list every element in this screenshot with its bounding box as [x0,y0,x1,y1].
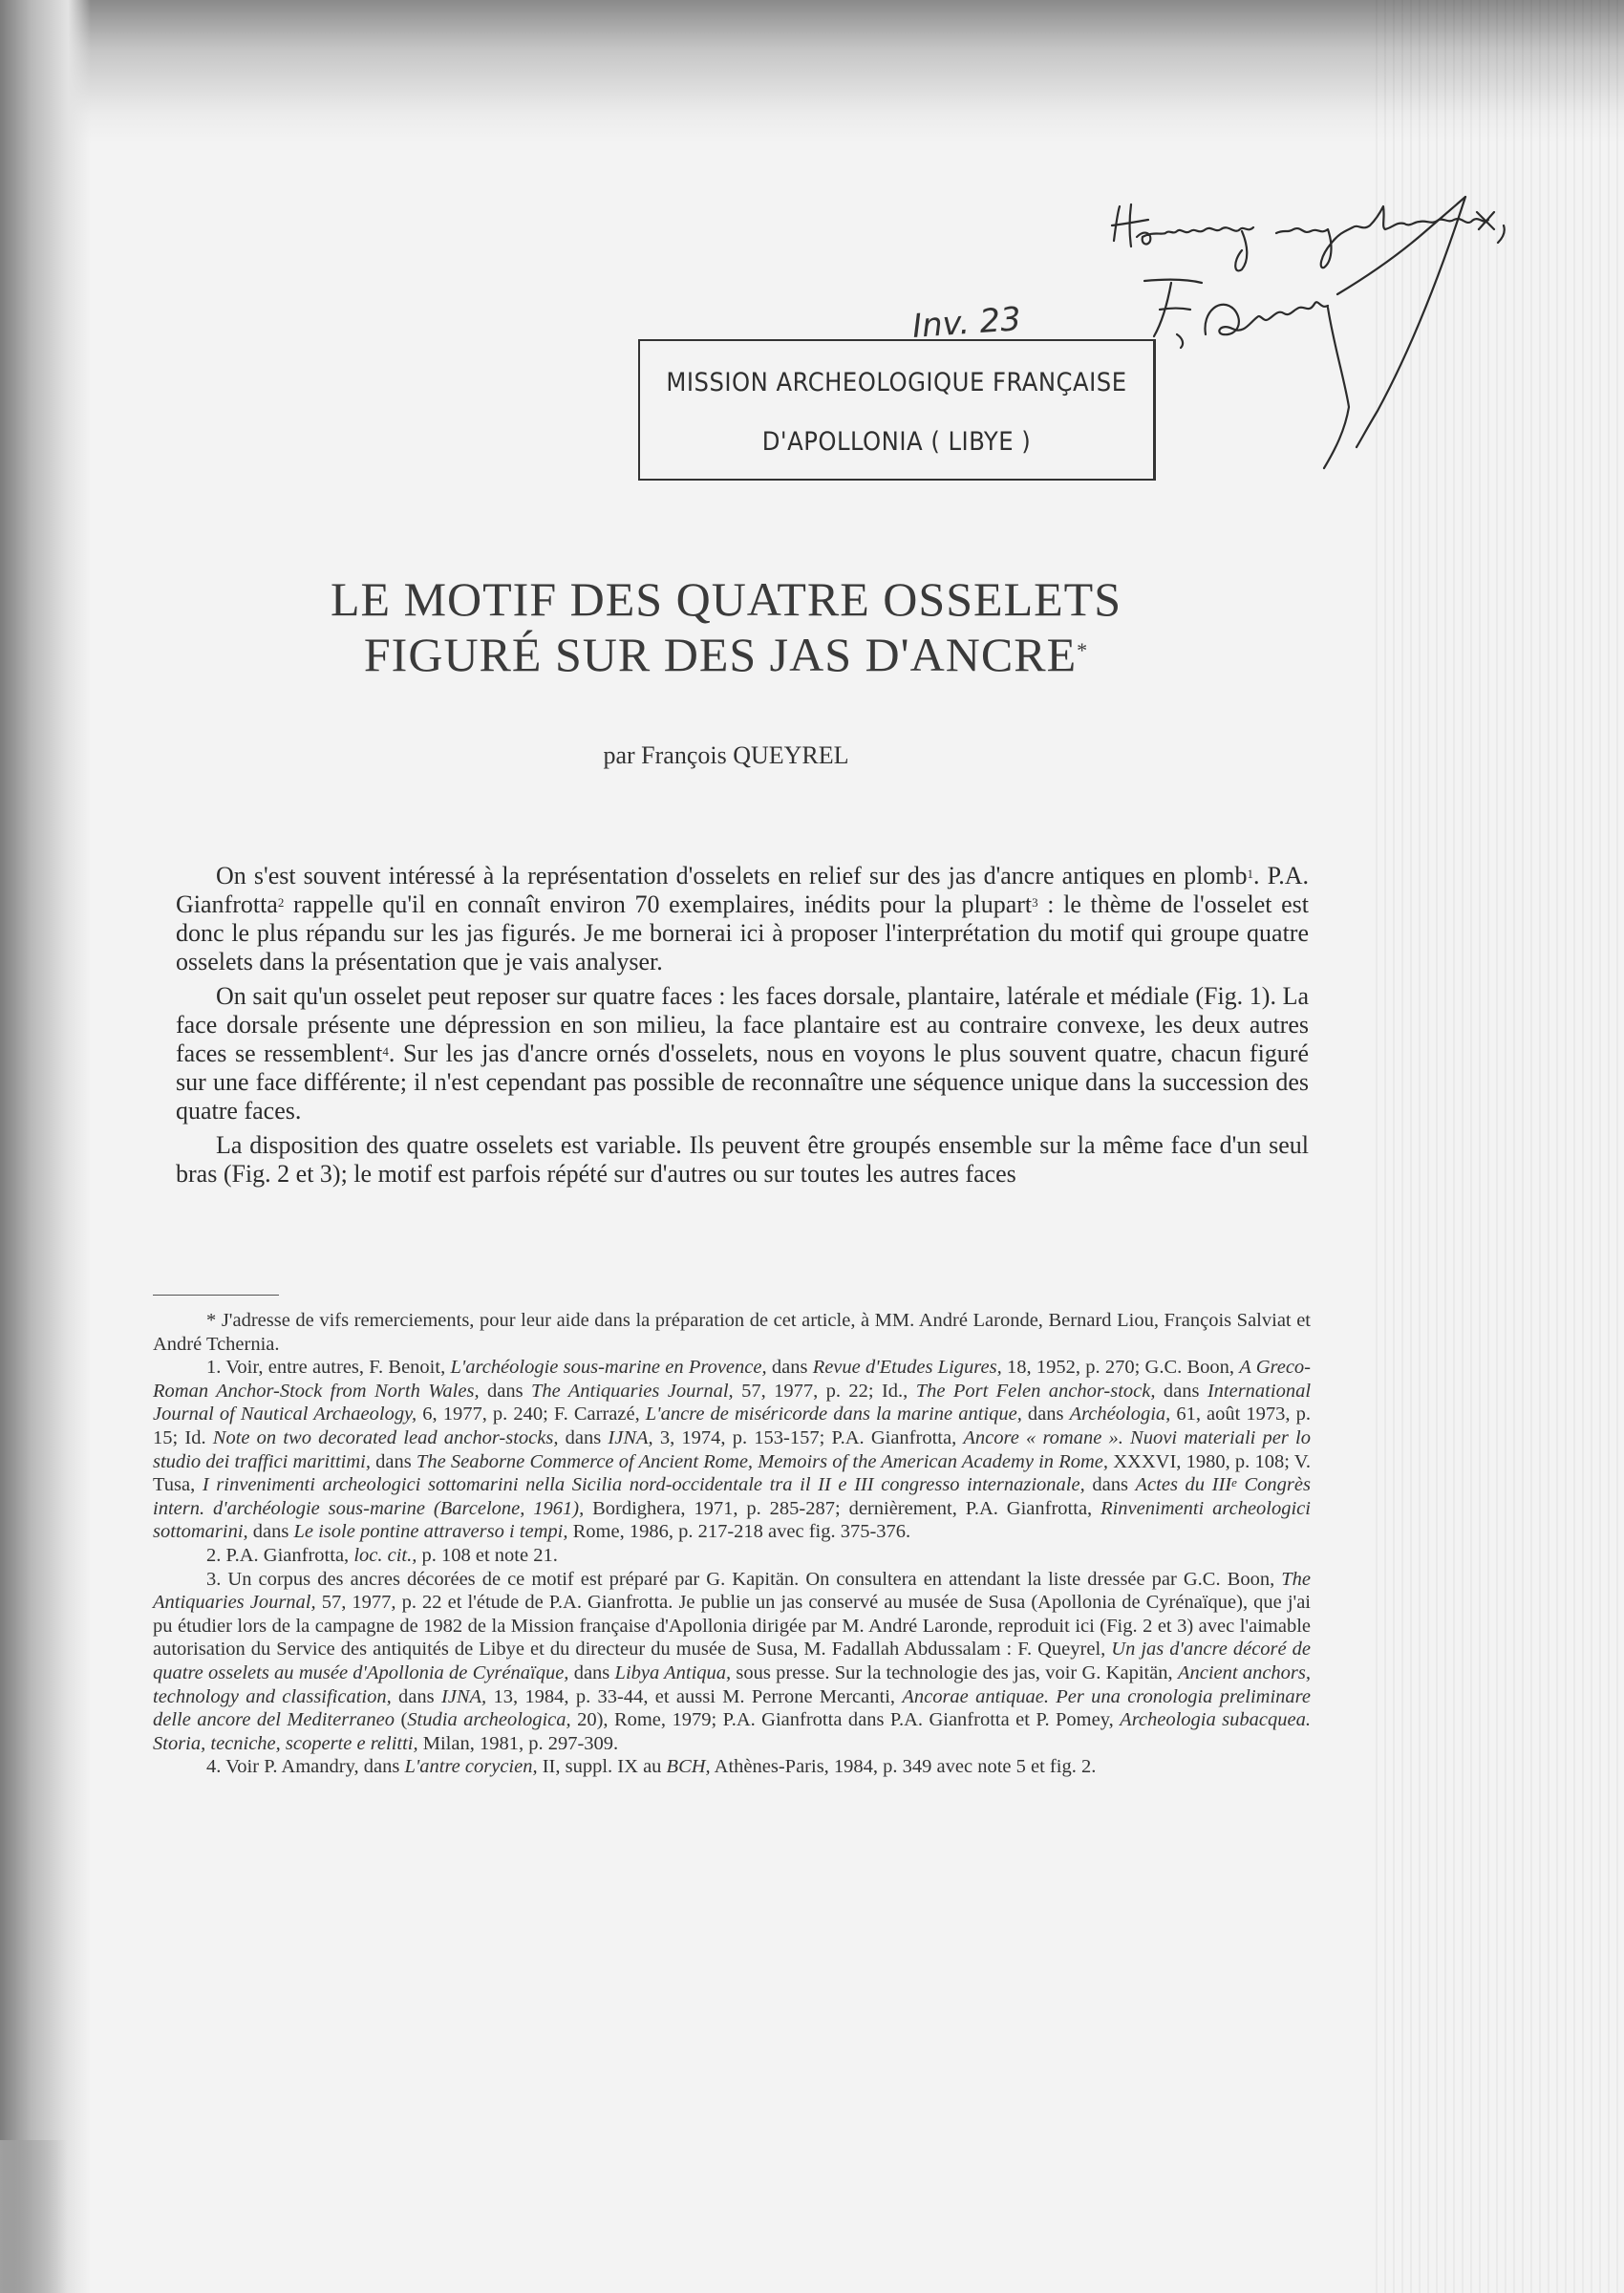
fn1-text: dans [766,1357,813,1379]
footnote-4 [153,1755,1311,1779]
footnote-separator [153,1295,279,1296]
author-byline: par François QUEYREL [603,741,849,769]
fn1-title: The Seaborne Commerce of Ancient Rome, Memoirs of the American Academy in Rome, [416,1450,1109,1472]
footnote-ref-4: 4 [382,1044,389,1059]
fn3-text: 57, 1977, p. 22 et l'étude de P.A. Gianfrotta. Je publie un jas conservé au musée de Susa (Apollonia de Cyrénaïque), que j'ai pu étudier lors de la campagne de 1982 de la Mission française d'Apollonia dirigée par M. André Laronde, reproduit ici (Fig. 2 et 3) avec l'aimable autorisation du Service des antiquités de Libye et du directeur du musée de Susa, M. Fadallah Abdussalam : F. Queyrel, [153,1592,1312,1661]
fn3-title: Archeologia subacquea. Storia, tecniche, scoperte e relitti, [153,1709,1311,1754]
footnote-1 [153,1356,1311,1544]
fn1-title: Note on two decorated lead anchor-stocks, [212,1426,559,1448]
title-line-2-text: FIGURÉ SUR DES JAS D'ANCRE [363,628,1078,681]
fn3-text: sous presse. Sur la technologie des jas, voir G. Kapitän, [731,1661,1178,1683]
fn1-text: dans [247,1521,294,1543]
footnote-star: * J'adresse de vifs remerciements, pour leur aide dans la préparation de cet article, à MM. André Laronde, Bernard Liou, François Salviat et André Tchernia. [153,1310,1311,1355]
fn3-title: Libya Antiqua, [614,1661,732,1683]
fn1-text: XXXVI, 1980, p. 108; V. Tusa, [153,1450,1311,1496]
fn1-text: Bordighera, 1971, p. 285-287; dernièrement, P.A. Gianfrotta, [584,1497,1101,1519]
fn1-title: L'ancre de miséricorde dans la marine antique, [645,1404,1022,1425]
fn1-title: Congrès intern. d'archéologie sous-marine (Barcelone, 1961), [153,1474,1311,1519]
mission-stamp [638,339,1156,481]
fn2-text: p. 108 et note 21. [417,1544,558,1566]
handwritten-dedication-signature [1099,191,1595,535]
fn1-text: 6, 1977, p. 240; F. Carrazé, [417,1404,646,1425]
fn3-text: 20), Rome, 1979; P.A. Gianfrotta dans P.A. Gianfrotta et P. Pomey, [570,1709,1121,1731]
fn3-title: The Antiquaries Journal, [153,1568,1311,1614]
fn1-title: Ancore « romane ». Nuovi materiali per lo studio dei traffici marittimi, [153,1426,1311,1472]
fn3-text: 13, 1984, p. 33-44, et aussi M. Perrone Mercanti, [486,1685,903,1707]
fn4-title: L'antre corycien, [404,1756,538,1778]
fn1-text: dans [1021,1404,1070,1425]
fn3-text: 3. Un corpus des ancres décorées de ce motif est préparé par G. Kapitän. On consultera en attendant la liste dressée par G.C. Boon, [206,1568,1282,1590]
fn1-text: dans [1155,1380,1207,1402]
p2-text-a: On sait qu'un osselet peut reposer sur quatre faces : les faces dorsale, plantaire, latérale et médiale (Fig. 1). La face dorsale présente une dépression en son milieu, la face plantaire est au contraire convexe, les deux autres faces se ressemblent [176,982,1309,1067]
fn1-title: Revue d'Etudes Ligures, [812,1357,1002,1379]
footnote-2 [153,1544,1311,1568]
fn3-title: IJNA, [440,1685,487,1707]
footnote-ref-3: 3 [1032,895,1038,910]
fn1-text: dans [1084,1474,1136,1496]
fn1-text: dans [558,1426,609,1448]
p1-text-d: : le thème de l'osselet est donc le plus répandu sur les jas figurés. Je me bornerai ici à proposer l'interprétation du motif qui groupe quatre osselets dans la présentation que je vais analyser. [176,890,1310,975]
p2-text-b: . Sur les jas d'ancre ornés d'osselets, nous en voyons le plus souvent quatre, chacun figuré sur une face différente; il n'est cependant pas possible de reconnaître une séquence unique dans la succession des quatre faces. [176,1039,1309,1125]
fn1-title: The Port Felen anchor-stock, [915,1380,1156,1402]
title-line-1: LE MOTIF DES QUATRE OSSELETS [330,572,1122,626]
footnote-ref-1: 1 [1247,867,1254,881]
article-title [191,571,1261,682]
footnote-3 [153,1568,1311,1756]
fn1-title: Archéologia, [1069,1404,1171,1425]
body-paragraph-1 [176,862,1309,976]
fn3-text: Milan, 1981, p. 297-309. [417,1732,619,1754]
fn4-text: 4. Voir P. Amandry, dans [206,1756,405,1778]
fn3-text: ( [395,1709,408,1731]
fn2-title: loc. cit., [353,1544,417,1566]
fn1-sup: e [1231,1475,1237,1490]
fn1-text: 1. Voir, entre autres, F. Benoit, [206,1357,451,1379]
fn1-title: L'archéologie sous-marine en Provence, [450,1357,767,1379]
fn3-title: Un jas d'ancre décoré de quatre osselets au musée d'Apollonia de Cyrénaïque, [153,1639,1311,1683]
fn1-text: Rome, 1986, p. 217-218 avec fig. 375-376. [567,1521,911,1543]
fn1-text: 18, 1952, p. 270; G.C. Boon, [1001,1357,1240,1379]
fn1-title: International Journal of Nautical Archaeology, [153,1380,1312,1425]
fn1-text: 3, 1974, p. 153-157; P.A. Gianfrotta, [652,1426,964,1448]
fn2-text: 2. P.A. Gianfrotta, [206,1544,354,1566]
p1-text-c: rappelle qu'il en connaît environ 70 exemplaires, inédits pour la plupart [284,890,1033,918]
fn4-text: Athènes-Paris, 1984, p. 349 avec note 5 et fig. 2. [710,1756,1097,1778]
title-line-2 [191,627,1261,682]
fn1-title: Rinvenimenti archeologici sottomarini, [153,1497,1311,1543]
fn1-title: The Antiquaries Journal, [530,1380,734,1402]
article-body [176,862,1309,1194]
fn1-title: Le isole pontine attraverso i tempi, [293,1521,568,1543]
title-asterisk: * [1077,638,1089,662]
scan-shadow-bottom [0,2140,67,2293]
fn1-text: dans [479,1380,531,1402]
fn1-title: Actes du III [1135,1474,1232,1496]
fn1-title: IJNA, [608,1426,653,1448]
p1-text-a: On s'est souvent intéressé à la représentation d'osselets en relief sur des jas d'ancre antiques en plomb [216,862,1248,889]
inventory-number: Inv. 23 [910,300,1023,346]
stamp-line-2: D'APOLLONIA ( LIBYE ) [761,427,1032,457]
fn1-text: 61, août 1973, p. 15; Id. [153,1404,1311,1448]
footnotes [153,1309,1311,1779]
body-paragraph-3: La disposition des quatre osselets est variable. Ils peuvent être groupés ensemble sur la même face d'un seul bras (Fig. 2 et 3); le motif est parfois répété sur d'autres ou sur toutes les autres faces [176,1131,1309,1188]
footnote-ref-2: 2 [277,895,285,910]
scan-shadow-left [0,0,91,2293]
fn4-title: BCH, [666,1756,711,1778]
fn3-text: dans [391,1685,441,1707]
fn3-title: Studia archeologica, [407,1709,571,1731]
p1-text-b: . P.A. Gianfrotta [176,862,1309,918]
fn1-title: A Greco-Roman Anchor-Stock from North Wales, [153,1357,1311,1402]
fn1-title: I rinvenimenti archeologici sottomarini nella Sicilia nord-occidentale tra il II e III congresso internazionale, [202,1474,1085,1496]
fn3-title: Ancient anchors, technology and classification, [153,1661,1312,1707]
fn1-text: 57, 1977, p. 22; Id., [733,1380,916,1402]
stamp-line-1: MISSION ARCHEOLOGIQUE FRANÇAISE [666,368,1127,397]
fn4-text: II, suppl. IX au [537,1756,667,1778]
fn3-title: Ancorae antiquae. Per una cronologia preliminare delle ancore del Mediterraneo [153,1685,1311,1731]
fn3-text: dans [568,1661,615,1683]
body-paragraph-2 [176,982,1309,1125]
fn1-text: dans [370,1450,417,1472]
